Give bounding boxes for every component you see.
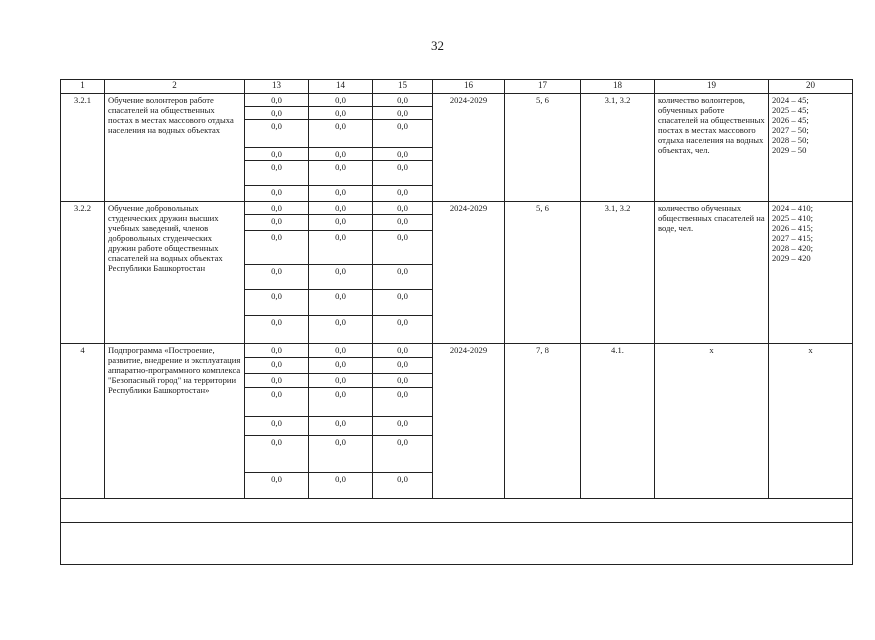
value-cell: 0,0 xyxy=(373,473,433,499)
column-header: 15 xyxy=(373,80,433,94)
column-header: 20 xyxy=(769,80,853,94)
column-header: 17 xyxy=(505,80,581,94)
target-line: 2024 – 410; xyxy=(772,203,814,213)
column-header: 13 xyxy=(245,80,309,94)
value-cell: 0,0 xyxy=(245,202,309,215)
target-line: 2028 – 50; xyxy=(772,135,809,145)
period-cell: 2024-2029 xyxy=(433,344,505,499)
indicator-cell: количество обученных общественных спасателей на воде, чел. xyxy=(655,202,769,344)
value-cell: 0,0 xyxy=(373,436,433,473)
value-cell: 0,0 xyxy=(245,358,309,374)
target-line: 2026 – 45; xyxy=(772,115,809,125)
targets-cell xyxy=(769,344,853,499)
column-header: 19 xyxy=(655,80,769,94)
target-line: 2026 – 415; xyxy=(772,223,814,233)
value-cell: 0,0 xyxy=(309,473,373,499)
targets-cell xyxy=(769,202,853,344)
value-cell: 0,0 xyxy=(245,94,309,107)
value-cell: 0,0 xyxy=(245,290,309,316)
targets-cell xyxy=(769,94,853,202)
col17-cell: 5, 6 xyxy=(505,202,581,344)
value-cell: 0,0 xyxy=(373,388,433,417)
value-cell: 0,0 xyxy=(245,374,309,388)
value-cell: 0,0 xyxy=(245,344,309,358)
col17-cell: 7, 8 xyxy=(505,344,581,499)
column-header: 18 xyxy=(581,80,655,94)
value-cell: 0,0 xyxy=(309,186,373,202)
value-cell: 0,0 xyxy=(309,202,373,215)
page-number: 32 xyxy=(431,38,444,53)
value-cell: 0,0 xyxy=(373,265,433,290)
value-cell: 0,0 xyxy=(309,107,373,120)
table-row xyxy=(61,202,853,215)
value-cell: 0,0 xyxy=(373,215,433,231)
row-code: 4 xyxy=(61,344,105,499)
col18-cell: 4.1. xyxy=(581,344,655,499)
value-cell: 0,0 xyxy=(245,215,309,231)
value-cell: 0,0 xyxy=(309,388,373,417)
table-row xyxy=(61,94,853,107)
value-cell: 0,0 xyxy=(309,344,373,358)
row-name: Обучение добровольных студенческих дружин высших учебных заведений, членов добровольных студенческих дружин работе общественных спасателей на водных объектах Республики Башкортостан xyxy=(105,202,245,344)
value-cell: 0,0 xyxy=(373,120,433,148)
value-cell: 0,0 xyxy=(245,417,309,436)
value-cell: 0,0 xyxy=(245,436,309,473)
target-line: 2027 – 50; xyxy=(772,125,809,135)
column-header: 14 xyxy=(309,80,373,94)
value-cell: 0,0 xyxy=(245,120,309,148)
program-table xyxy=(60,79,853,565)
target-line: 2025 – 45; xyxy=(772,105,809,115)
value-cell: 0,0 xyxy=(245,316,309,344)
period-cell: 2024-2029 xyxy=(433,202,505,344)
value-cell: 0,0 xyxy=(245,231,309,265)
blank-row xyxy=(61,499,853,523)
period-cell: 2024-2029 xyxy=(433,94,505,202)
indicator-cell: х xyxy=(655,344,769,499)
value-cell: 0,0 xyxy=(373,358,433,374)
indicator-cell: количество волонтеров, обученных работе спасателей на общественных постах в местах массового отдыха населения на водных объектах, чел. xyxy=(655,94,769,202)
target-line: 2024 – 45; xyxy=(772,95,809,105)
value-cell: 0,0 xyxy=(309,417,373,436)
value-cell: 0,0 xyxy=(245,473,309,499)
col18-cell: 3.1, 3.2 xyxy=(581,94,655,202)
blank-cell xyxy=(61,523,853,565)
target-line: 2028 – 420; xyxy=(772,243,814,253)
value-cell: 0,0 xyxy=(373,94,433,107)
value-cell: 0,0 xyxy=(373,107,433,120)
value-cell: 0,0 xyxy=(309,231,373,265)
value-cell: 0,0 xyxy=(373,231,433,265)
target-line: 2027 – 415; xyxy=(772,233,814,243)
value-cell: 0,0 xyxy=(309,374,373,388)
value-cell: 0,0 xyxy=(373,290,433,316)
value-cell: 0,0 xyxy=(309,215,373,231)
value-cell: 0,0 xyxy=(373,316,433,344)
value-cell: 0,0 xyxy=(373,186,433,202)
target-line: 2029 – 420 xyxy=(772,253,811,263)
value-cell: 0,0 xyxy=(309,290,373,316)
row-code: 3.2.2 xyxy=(61,202,105,344)
target-line: 2025 – 410; xyxy=(772,213,814,223)
row-name: Подпрограмма «Построение, развитие, внедрение и эксплуатация аппаратно-программного комплекса "Безопасный город" на территории Республики Башкортостан» xyxy=(105,344,245,499)
value-cell: 0,0 xyxy=(309,265,373,290)
column-header: 16 xyxy=(433,80,505,94)
value-cell: 0,0 xyxy=(245,265,309,290)
value-cell: 0,0 xyxy=(309,436,373,473)
table-row xyxy=(61,344,853,358)
blank-cell xyxy=(61,499,853,523)
value-cell: 0,0 xyxy=(373,161,433,186)
value-cell: 0,0 xyxy=(309,94,373,107)
col17-cell: 5, 6 xyxy=(505,94,581,202)
blank-row xyxy=(61,523,853,565)
value-cell: 0,0 xyxy=(245,186,309,202)
value-cell: 0,0 xyxy=(309,148,373,161)
value-cell: 0,0 xyxy=(245,107,309,120)
target-line: 2029 – 50 xyxy=(772,145,807,155)
value-cell: 0,0 xyxy=(309,120,373,148)
row-name: Обучение волонтеров работе спасателей на общественных постах в местах массового отдыха населения на водных объектах xyxy=(105,94,245,202)
value-cell: 0,0 xyxy=(245,148,309,161)
column-header: 1 xyxy=(61,80,105,94)
value-cell: 0,0 xyxy=(373,417,433,436)
value-cell: 0,0 xyxy=(373,148,433,161)
value-cell: 0,0 xyxy=(373,374,433,388)
value-cell: 0,0 xyxy=(309,161,373,186)
value-cell: 0,0 xyxy=(309,358,373,374)
value-cell: 0,0 xyxy=(373,344,433,358)
target-line: х xyxy=(808,345,813,355)
column-header: 2 xyxy=(105,80,245,94)
value-cell: 0,0 xyxy=(373,202,433,215)
value-cell: 0,0 xyxy=(309,316,373,344)
value-cell: 0,0 xyxy=(245,388,309,417)
row-code: 3.2.1 xyxy=(61,94,105,202)
header-row xyxy=(61,80,853,94)
col18-cell: 3.1, 3.2 xyxy=(581,202,655,344)
value-cell: 0,0 xyxy=(245,161,309,186)
